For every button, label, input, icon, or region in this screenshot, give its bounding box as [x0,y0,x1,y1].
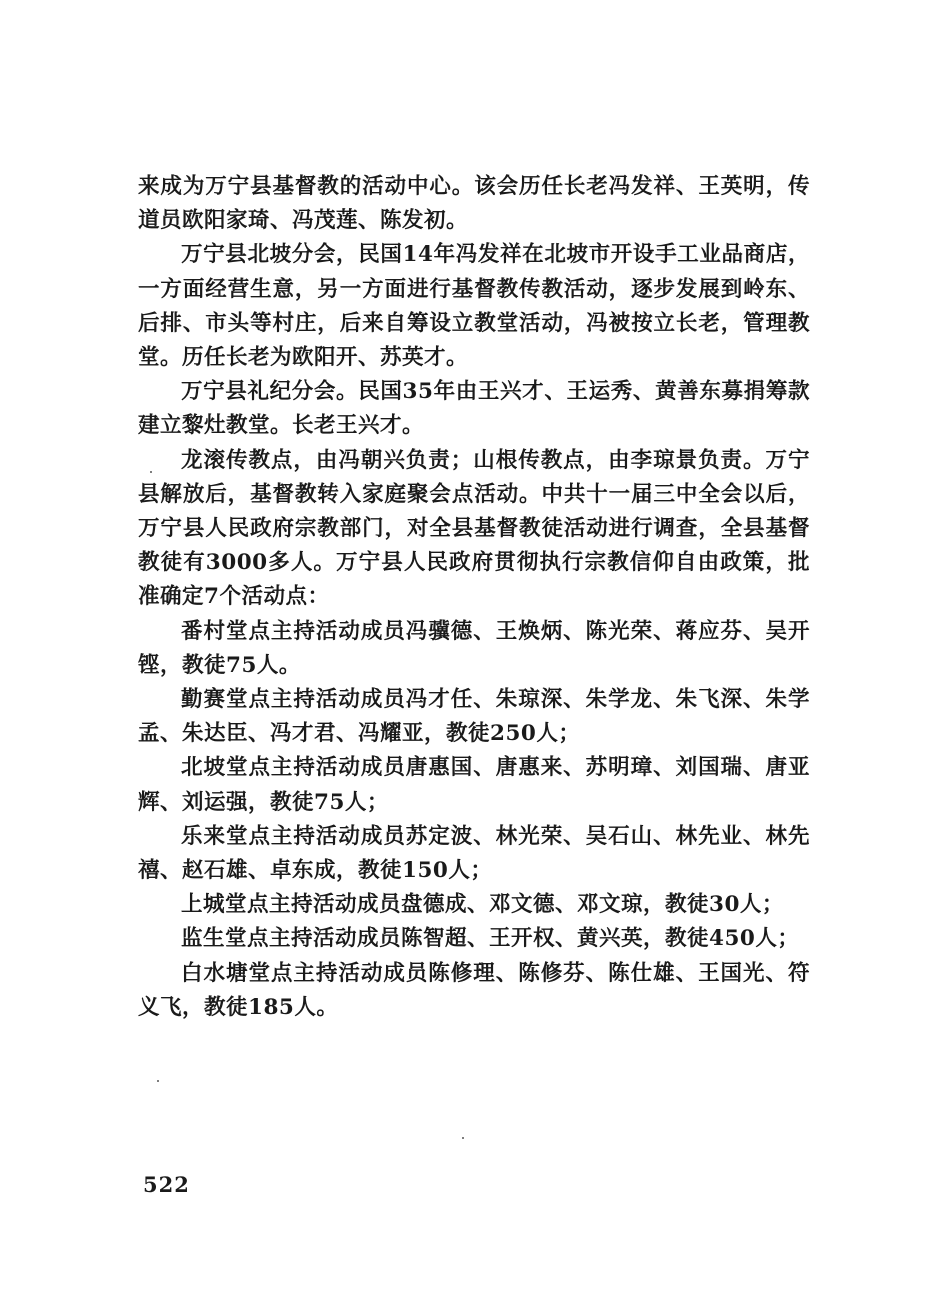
paragraph-fancun-point: 番村堂点主持活动成员冯骥德、王焕炳、陈光荣、蒋应芬、吴开铿，教徒75人。 [138,618,810,678]
scan-speck [462,1137,464,1139]
paragraph-baishuitang-point: 白水塘堂点主持活动成员陈修理、陈修芬、陈仕雄、王国光、符义飞，教徒185人。 [138,960,810,1020]
scan-speck [157,1080,159,1082]
paragraph-continuation: 来成为万宁县基督教的活动中心。该会历任长老冯发祥、王英明，传道员欧阳家琦、冯茂莲、陈发初。 [138,174,810,234]
paragraph-beipo-branch: 万宁县北坡分会，民国14年冯发祥在北坡市开设手工业品商店，一方面经营生意，另一方面进行基督教传教活动，逐步发展到岭东、后排、市头等村庄，后来自筹设立教堂活动，冯被按立长老，管理教堂。历任长老为欧阳开、苏英才。 [138,242,810,371]
paragraph-lelai-point: 乐来堂点主持活动成员苏定波、林光荣、吴石山、林先业、林先禧、赵石雄、卓东成，教徒150人； [138,823,810,884]
paragraph-liji-branch: 万宁县礼纪分会。民国35年由王兴才、王运秀、黄善东募捐筹款建立黎灶教堂。长老王兴才。 [138,379,810,439]
paragraph-shangcheng-point: 上城堂点主持活动成员盘德成、邓文德、邓文琼，教徒30人； [181,892,784,918]
page-number: 522 [143,1172,190,1197]
body-text [138,170,810,1025]
paragraph-jiansheng-point: 监生堂点主持活动成员陈智超、王开权、黄兴英，教徒450人； [181,926,800,952]
paragraph-qinsai-point: 勤赛堂点主持活动成员冯才任、朱琼深、朱学龙、朱飞深、朱学孟、朱达臣、冯才君、冯耀亚，教徒250人； [138,687,810,747]
paragraph-beipo-point: 北坡堂点主持活动成员唐惠国、唐惠来、苏明璋、刘国瑞、唐亚辉、刘运强，教徒75人； [138,755,810,815]
paragraph-preaching-points: 龙滚传教点，由冯朝兴负责；山根传教点，由李琼景负责。万宁县解放后，基督教转入家庭聚会点活动。中共十一届三中全会以后，万宁县人民政府宗教部门，对全县基督教徒活动进行调查，全县基督教徒有3000多人。万宁县人民政府贯彻执行宗教信仰自由政策，批准确定7个活动点： [138,447,810,610]
scan-speck [150,471,152,473]
